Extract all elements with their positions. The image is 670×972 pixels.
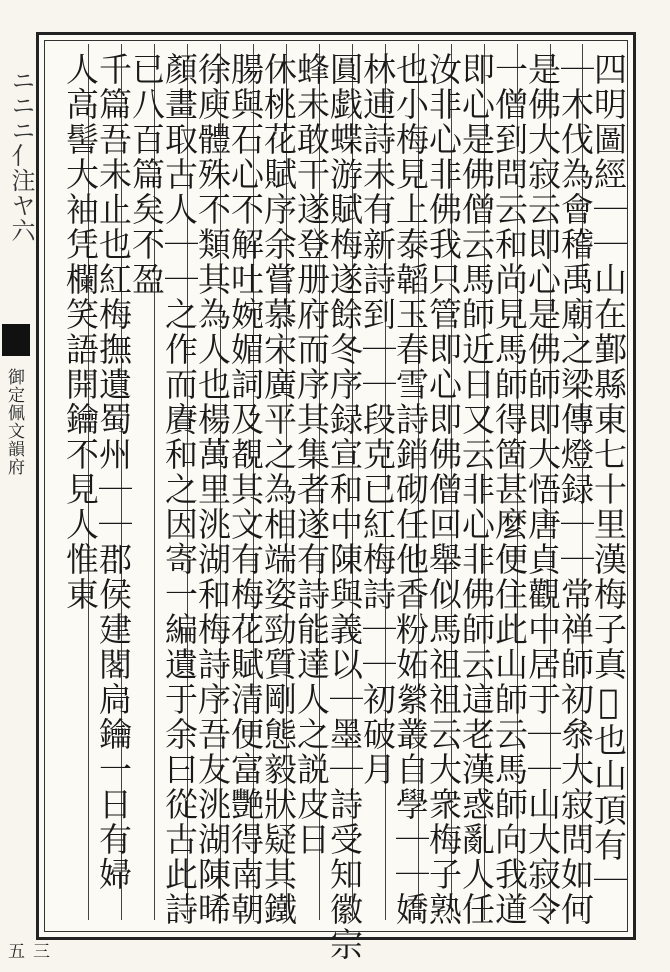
page-margin: [0, 32, 49, 959]
text-column-7: 也小梅見上泰韜玉春雪詩銷砌任他香粉妬縈叢自學｜｜嬌: [391, 52, 430, 927]
text-column-8: 林逋詩未有新詩到｜｜段克已紅梅詩｜｜初破月: [358, 52, 397, 787]
text-column-14: 顏畫取古人｜｜之作而賡和之因寄一編遺于余曰從古此詩: [160, 52, 199, 927]
book-title: 御定佩文韻府: [4, 368, 24, 476]
text-column-15: 已八百篇矣不盈: [127, 52, 166, 297]
text-column-13: 徐庾體殊不類其為人也楊萬里洮湖和梅詩序吾友洮湖陳晞: [193, 52, 232, 927]
text-column-16: 千篇吾未止也紅梅撫遺蜀州｜｜郡侯建閣扃鑰一日有婦: [94, 52, 133, 892]
text-column-1: 四明圖經｜｜山在鄞縣東七十里漢梅子真𨼆也山頂有｜: [589, 52, 628, 898]
margin-fragment: ニニニ亻注ヤ六: [7, 68, 35, 243]
page-number: 三五: [4, 942, 49, 959]
text-column-4: 一僧到問云和尚見馬師得箇甚麼便住此山師云馬師向我道: [490, 52, 529, 927]
text-column-9: 圓戯蝶游賦梅遂餘冬序録宣和中陳與義以｜墨｜詩受知徽宗: [325, 52, 364, 962]
fishtail-mark: [2, 324, 30, 356]
text-column-17: 人高髻大袖凭欄笑語開鑰不見人惟東: [61, 52, 100, 612]
text-column-3: 是佛大寂云即心是佛師即大悟唐貞觀中居于｜｜山大寂令: [523, 52, 562, 927]
text-column-2: ｜木伐為會稽禹廟之梁傳燈録｜｜常禅師初叅大寂問如何: [556, 52, 595, 927]
text-column-5: 即心是佛僧云馬師近日又云非心非佛師云這老漢惑亂人任: [457, 52, 496, 927]
text-column-11: 休桃花賦序余嘗慕宋廣平之為相端姿勁質剛態毅狀疑其鐵: [259, 52, 298, 927]
text-column-6: 汝非心非佛我只管即心即佛僧回舉似馬祖祖云大衆梅子熟: [424, 52, 463, 927]
text-column-10: 蜂未敢干遂登册府而序其集者遂有詩能達人之説皮日: [292, 52, 331, 857]
text-column-12: 腸與石心不解吐婉媚詞及覩其文有梅花賦清便富艷得南朝: [226, 52, 265, 927]
